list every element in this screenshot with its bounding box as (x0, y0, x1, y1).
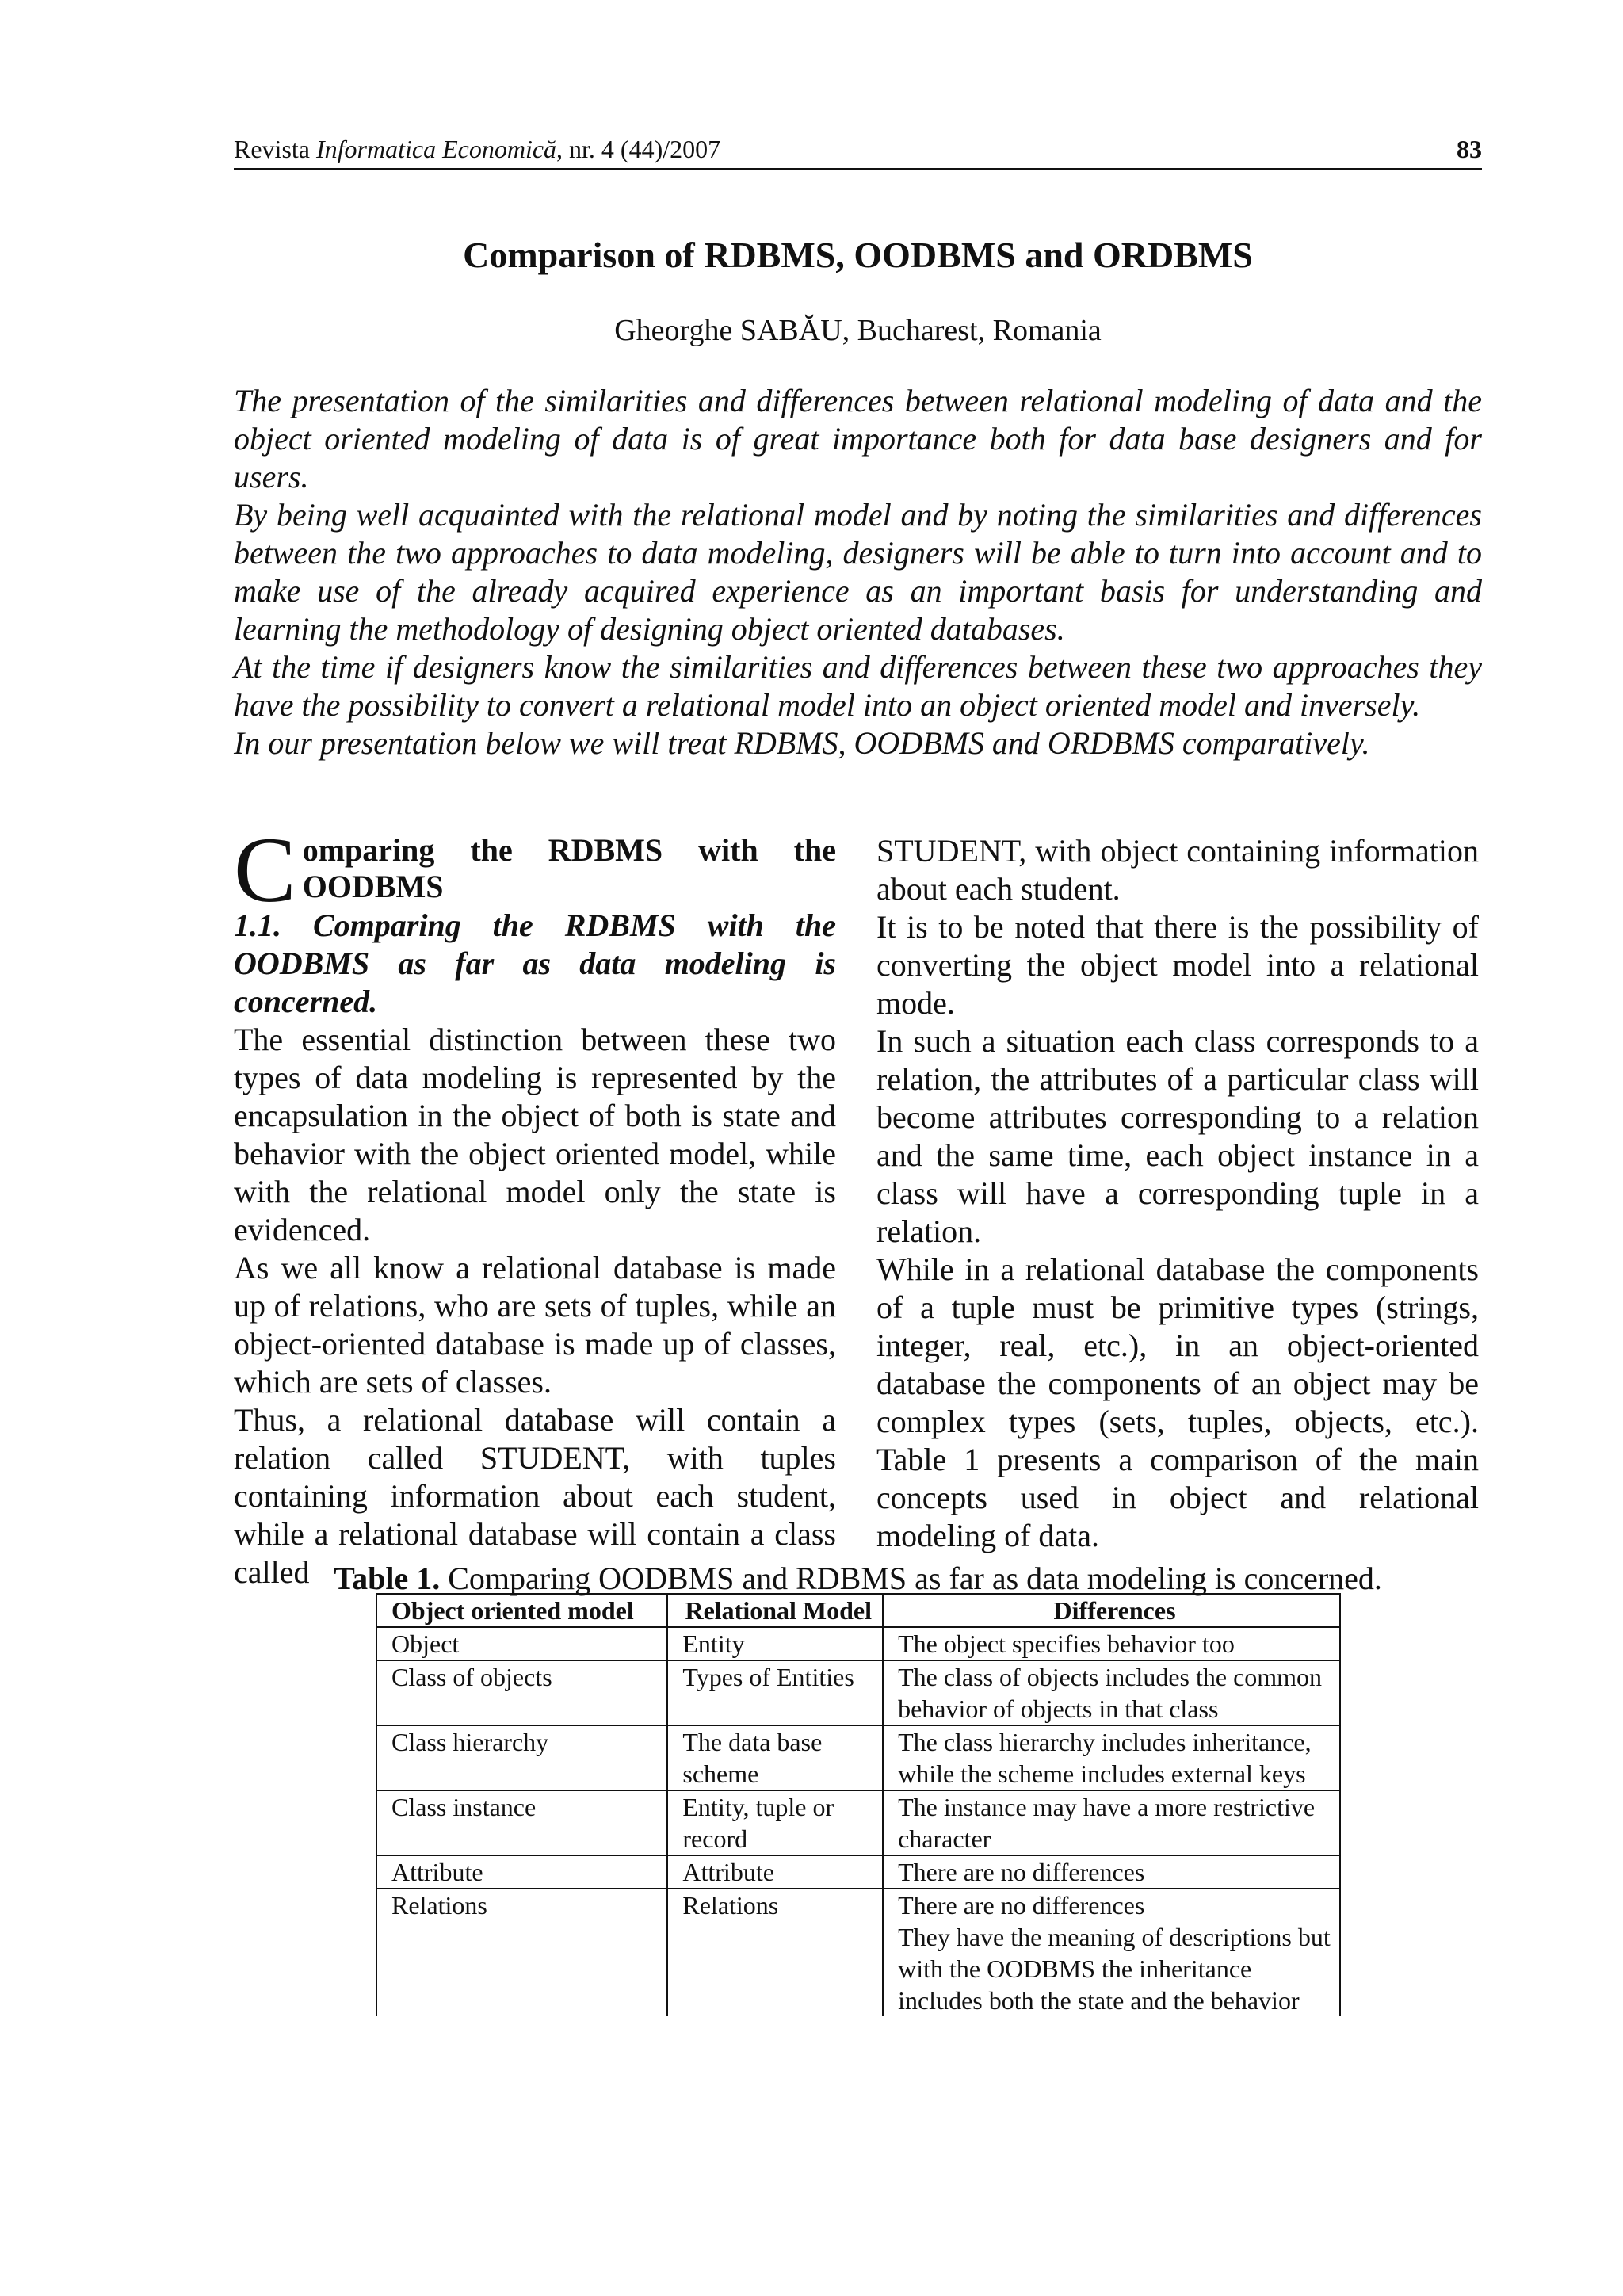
running-header (234, 133, 1482, 170)
table-cell: Relations (667, 1889, 883, 2016)
table-cell: The object specifies behavior too (883, 1627, 1340, 1660)
abstract-paragraph: By being well acquainted with the relational model and by noting the similarities and differences between the two approaches to data modeling, designers will be able to turn into account and to make use of the already acquired experience as an important basis for understanding and learning the methodology of designing object oriented databases. (234, 497, 1482, 647)
table-caption (234, 1560, 1482, 1598)
table-cell: Object (376, 1627, 667, 1660)
table-header-row (376, 1594, 1340, 1627)
left-column (234, 818, 836, 1591)
body-paragraph: In such a situation each class corresponds to a relation, the attributes of a particular class will become attributes corresponding to a relation and the same time, each object instance in a class will have a corresponding tuple in a relation. (876, 1023, 1479, 1249)
subsection-heading: 1.1. Comparing the RDBMS with the OODBMS as far as data modeling is concerned. (234, 907, 836, 1019)
table-row (376, 1660, 1340, 1725)
table-cell-note: They have the meaning of descriptions but with the OODBMS the inheritance includes both the state and the behavior (898, 1923, 1331, 2015)
page-number: 83 (1457, 135, 1482, 163)
body-paragraph: As we all know a relational database is made up of relations, who are sets of tuples, while an object-oriented database is made up of classes, which are sets of classes. (234, 1250, 836, 1400)
table-cell: Class hierarchy (376, 1725, 667, 1790)
section-heading-text: omparing the RDBMS with the OODBMS (302, 832, 836, 904)
table-row (376, 1627, 1340, 1660)
abstract-paragraph: In our presentation below we will treat RDBMS, OODBMS and ORDBMS comparatively. (234, 725, 1370, 761)
table-cell: The class hierarchy includes inheritance, while the scheme includes external keys (883, 1725, 1340, 1790)
table-cell: Entity (667, 1627, 883, 1660)
table-header-cell: Differences (883, 1594, 1340, 1627)
paper-title: Comparison of RDBMS, OODBMS and ORDBMS (463, 235, 1253, 275)
table-caption-text: Comparing OODBMS and RDBMS as far as data modeling is concerned. (440, 1561, 1382, 1596)
body-paragraph: The essential distinction between these two types of data modeling is represented by the encapsulation in the object of both is state and behavior with the object oriented model, while with the relational model only the state is evidenced. (234, 1022, 836, 1247)
table-caption-label: Table 1. (334, 1561, 441, 1596)
body-paragraph: While in a relational database the components of a tuple must be primitive types (strings, integer, real, etc.), in an object-oriented database the components of an object may be complex types (sets, tuples, objects, etc.). Table 1 presents a comparison of the main concepts used in object and relational modeling of data. (876, 1251, 1479, 1553)
table-cell: Class of objects (376, 1660, 667, 1725)
abstract (234, 382, 1482, 762)
table-cell-line: There are no differences (898, 1891, 1145, 1920)
table-cell: Relations (376, 1889, 667, 2016)
body-paragraph: Thus, a relational database will contain a relation called STUDENT, with tuples containing information about each student, while a relational database will contain a class called (234, 1402, 836, 1590)
table-cell: The data base scheme (667, 1725, 883, 1790)
abstract-paragraph: At the time if designers know the similarities and differences between these two approaches they have the possibility to convert a relational model into an object oriented model and inversely. (234, 649, 1482, 723)
body-paragraph: STUDENT, with object containing information about each student. (876, 833, 1479, 907)
table-cell: The instance may have a more restrictive character (883, 1790, 1340, 1855)
table-cell: Attribute (376, 1855, 667, 1889)
journal-citation: Revista Informatica Economică, nr. 4 (44)/2007 (234, 135, 721, 163)
abstract-paragraph: The presentation of the similarities and differences between relational modeling of data and the object oriented modeling of data is of great importance both for data base designers and for users. (234, 383, 1482, 495)
section-heading (234, 818, 836, 922)
table-cell: The class of objects includes the common behavior of objects in that class (883, 1660, 1340, 1725)
table-row (376, 1790, 1340, 1855)
author-line: Gheorghe SABĂU, Bucharest, Romania (614, 314, 1102, 347)
table-cell: Class instance (376, 1790, 667, 1855)
table-row (376, 1855, 1340, 1889)
drop-cap: C (234, 818, 296, 922)
table-cell: Entity, tuple or record (667, 1790, 883, 1855)
table-header-cell: Relational Model (667, 1594, 883, 1627)
table-cell: Attribute (667, 1855, 883, 1889)
table-cell (883, 1889, 1340, 2016)
journal-name: Informatica Economică (315, 135, 557, 163)
table-header-cell: Object oriented model (376, 1594, 667, 1627)
body-paragraph: It is to be noted that there is the possibility of converting the object model into a relational mode. (876, 909, 1479, 1021)
table-cell: There are no differences (883, 1855, 1340, 1889)
table-row (376, 1725, 1340, 1790)
right-column (876, 832, 1479, 1555)
table-cell: Types of Entities (667, 1660, 883, 1725)
comparison-table (376, 1593, 1341, 2016)
table-row (376, 1889, 1340, 2016)
